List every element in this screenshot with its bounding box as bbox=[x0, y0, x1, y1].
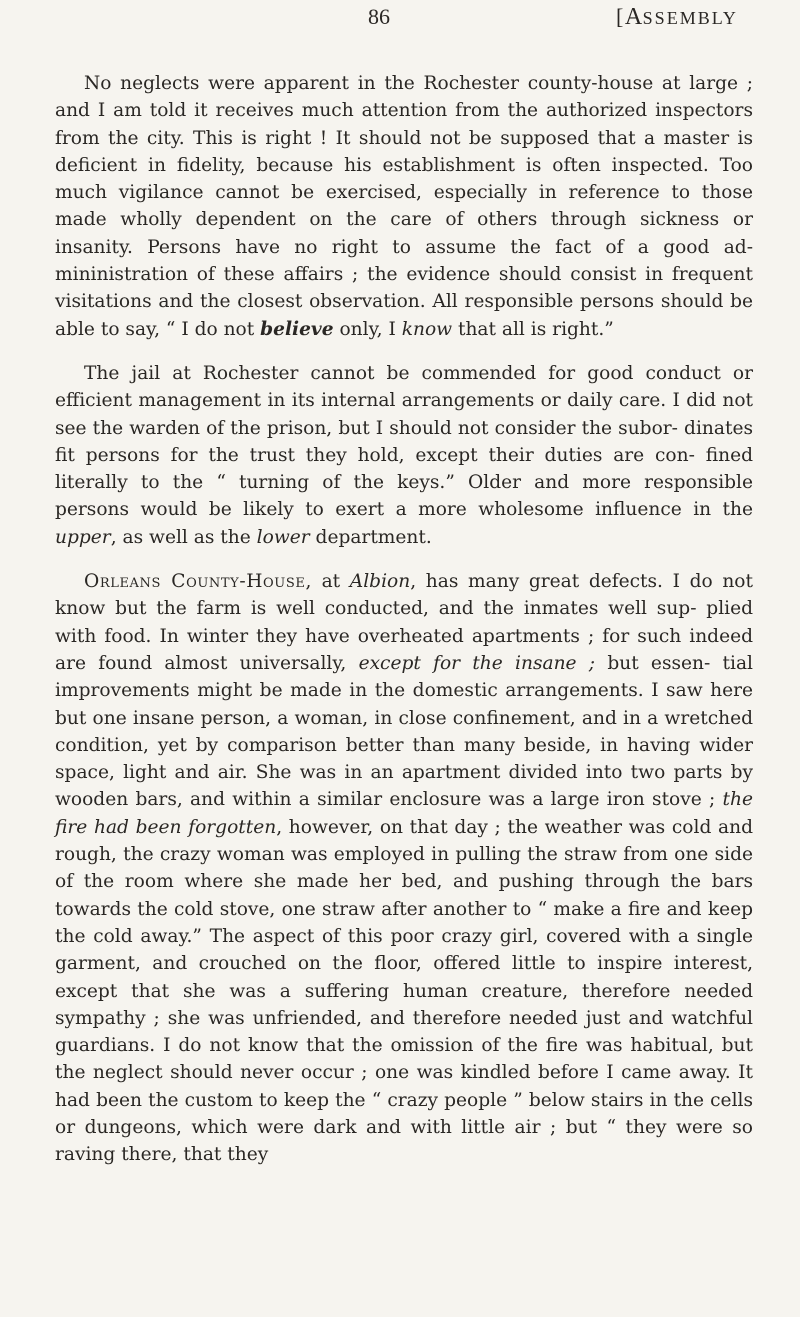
text-segment: department. bbox=[309, 526, 432, 548]
text-segment: The jail at Rochester cannot be commended for good conduct or efficient management in its internal arrangements or daily care. I did not see the warden of the prison, but I should not consider the subor- dinates fit persons for the trust they hold, except their duties are con- fined literally to the “ turning of the keys.” Older and more responsible persons would be likely to exert a more wholesome influence in the bbox=[55, 362, 753, 521]
running-head bbox=[616, 4, 738, 31]
text-segment: believe bbox=[260, 318, 334, 340]
text-segment: , has many great defects. I do not know but the farm is well conducted, and the inmates well sup- plied with food. In winter they have overheated apartments ; for such indeed are found almost universally, bbox=[55, 571, 753, 674]
body-text bbox=[55, 70, 753, 1169]
paragraph bbox=[55, 360, 753, 551]
text-segment: lower bbox=[256, 526, 310, 548]
text-segment: upper bbox=[55, 526, 111, 548]
page-header bbox=[0, 2, 800, 52]
text-segment: that all is right.” bbox=[452, 318, 614, 340]
page-number: 86 bbox=[368, 4, 390, 29]
running-head-bracket: [ bbox=[616, 4, 624, 29]
paragraph bbox=[55, 70, 753, 343]
text-segment: except for the insane ; bbox=[358, 652, 596, 674]
text-segment: but essen- tial improvements might be made in the domestic arrangements. I saw here but one insane person, a woman, in close confinement, and in a wretched condition, yet by comparison better than many beside, in having wider space, light and air. She was in an apartment divided into two parts by wooden bars, and within a similar enclosure was a large iron stove ; bbox=[55, 652, 753, 811]
text-segment: No neglects were apparent in the Rochester county-house at large ; and I am told it receives much attention from the authorized inspectors from the city. This is right ! It should not be supposed that a master is deficient in fidelity, because his establishment is often inspected. Too much vigilance cannot be exercised, especially in reference to those made wholly dependent on the care of others through sickness or insanity. Persons have no right to assume the fact of a good ad- mininistration of these affairs ; the evidence should consist in frequent visitations and the closest observation. All responsible persons should be able to say, “ I do not bbox=[55, 73, 753, 340]
text-segment: Albion bbox=[349, 571, 411, 593]
running-head-initial: A bbox=[624, 4, 643, 30]
text-segment: , however, on that day ; the weather was cold and rough, the crazy woman was employed in pulling the straw from one side of the room where she made her bed, and pushing through the bars towards the cold stove, one straw after another to “ make a fire and keep the cold away.” The aspect of this poor crazy girl, covered with a single garment, and crouched on the floor, offered little to inspire interest, except that she was a suffering human creature, therefore needed sympathy ; she was unfriended, and therefore needed just and watchful guardians. I do not know that the omission of the fire was habitual, but the neglect should never occur ; one was kindled before I came away. It had been the custom to keep the “ crazy people ” below stairs in the cells or dungeons, which were dark and with little air ; but “ they were so raving there, that they bbox=[55, 816, 753, 1166]
text-segment: know bbox=[401, 318, 453, 340]
text-segment: Orleans County-House, bbox=[84, 571, 312, 593]
running-head-rest: SSEMBLY bbox=[642, 8, 738, 28]
text-segment: at bbox=[311, 571, 350, 593]
paragraph bbox=[55, 568, 753, 1169]
text-segment: the fire had been forgotten bbox=[55, 789, 753, 838]
text-segment: , as well as the bbox=[110, 526, 257, 548]
text-segment: only, I bbox=[333, 318, 402, 340]
